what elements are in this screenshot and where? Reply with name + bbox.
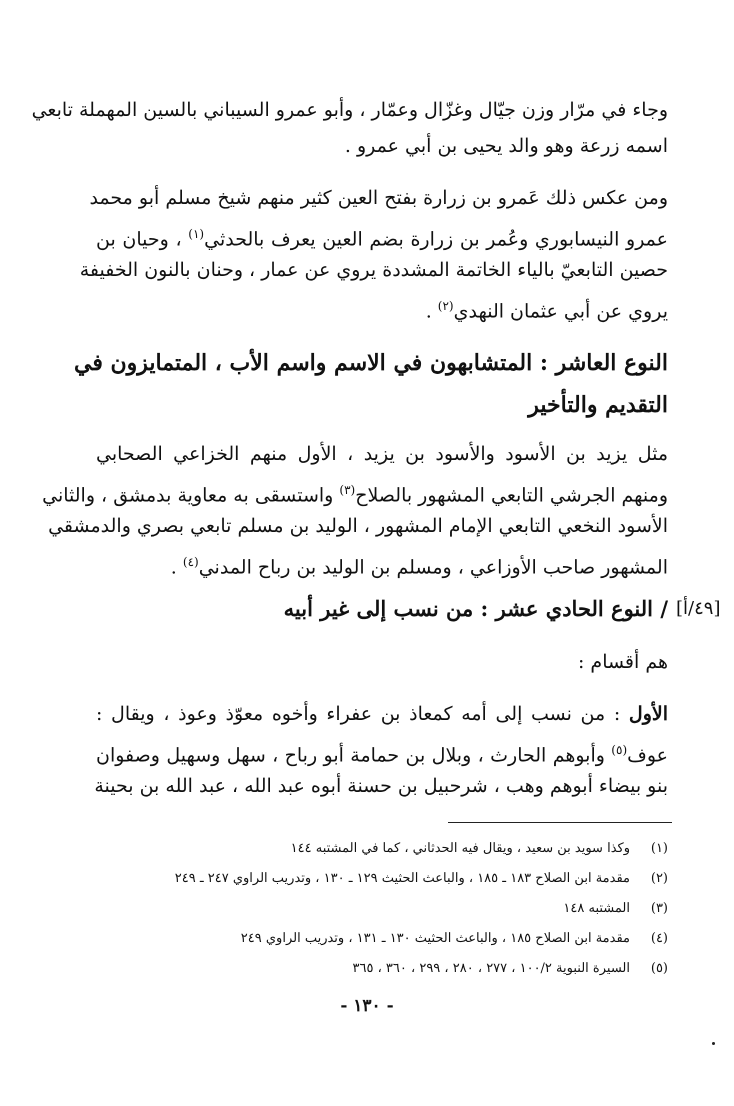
footnote-text: مقدمة ابن الصلاح ١٨٣ ـ ١٨٥ ، والباعث الحثيث ١٢٩ ـ ١٣٠ ، وتدريب الراوي ٢٤٧ ـ ٢٤٩ [174,871,630,886]
text-line: عوف$^{(٥)}$ وأبوهم الحارث ، وبلال بن حمامة أبو رباح ، سهل وسهيل وصفوان [96,743,668,767]
paragraph-1 [31,92,668,164]
footnote-number: (٢) [650,871,668,886]
footnote-divider [448,822,672,823]
footnote-number: (٥) [650,961,668,976]
footnote-number: (١) [650,841,668,856]
text-line: عمرو النيسابوري وعُمر بن زرارة بضم العين يعرف بالحدثي$^{(١)}$ ، وحيان بن [96,227,668,251]
section-heading-10 [73,342,668,426]
footnote-text: السيرة النبوية ١٠٠/٢ ، ٢٧٧ ، ٢٨٠ ، ٢٩٩ ، ٣٦٠ ، ٣٦٥ [352,961,630,976]
footnote-text: المشتبه ١٤٨ [563,901,630,916]
footnote-ref-3[interactable]: (٣) [339,483,356,497]
text-line: اسمه زرعة وهو والد يحيى بن أبي عمرو . [344,135,668,157]
text-line: الأسود النخعي التابعي الإمام المشهور ، الوليد بن مسلم تابعي بصري والدمشقي [48,515,668,537]
text-line: هم أقسام : [577,651,668,673]
page-number: - ١٣٠ - [340,996,394,1016]
text-line: يروي عن أبي عثمان النهدي$^{(٢)}$ . [425,299,668,323]
text-line: الأول : من نسب إلى أمه كمعاذ بن عفراء وأخوه معوّذ وعوذ ، ويقال : [96,703,669,725]
text-line: حصين التابعيّ بالياء الخاتمة المشددة يروي عن عمار ، وحنان بالنون الخفيفة [79,259,668,281]
footnote-text: مقدمة ابن الصلاح ١٨٥ ، والباعث الحثيث ١٣٠ ـ ١٣١ ، وتدريب الراوي ٢٤٩ [240,931,630,946]
heading-line: التقديم والتأخير [528,392,668,418]
footnote-ref-1[interactable]: (١) [188,227,205,241]
footnote-text: وكذا سويد بن سعيد ، ويقال فيه الحدثاني ، كما في المشتبه ١٤٤ [290,841,630,856]
section-label: الأول [628,703,669,725]
footnote-4 [96,924,668,954]
text-line: المشهور صاحب الأوزاعي ، ومسلم بن الوليد بن رباح المدني$^{(٤)}$ . [170,555,668,579]
footnote-ref-4[interactable]: (٤) [182,555,199,569]
text-line: ومن عكس ذلك عَمرو بن زرارة بفتح العين كثير منهم شيخ مسلم أبو محمد [89,187,668,209]
footnote-5 [96,954,668,984]
text-line: مثل يزيد بن الأسود والأسود بن يزيد ، الأول منهم الخزاعي الصحابي [96,443,668,465]
footnote-ref-2[interactable]: (٢) [437,299,454,313]
paragraph-2 [79,180,668,324]
text-line: وجاء في مرّار وزن جيّال وغزّال وعمّار ، وأبو عمرو السيباني بالسين المهملة تابعي [31,99,668,121]
footnote-3 [96,894,668,924]
footnote-1 [96,834,668,864]
footnote-2 [96,864,668,894]
heading-line: / النوع الحادي عشر : من نسب إلى غير أبيه [283,596,668,621]
footnote-number: (٤) [650,931,668,946]
heading-line: النوع العاشر : المتشابهون في الاسم واسم الأب ، المتمايزون في [73,350,668,376]
paragraph-5 [96,696,668,804]
footnote-number: (٣) [650,901,668,916]
paragraph-3 [42,436,668,580]
section-heading-11 [240,588,668,630]
stray-mark [712,1042,715,1045]
paragraph-4 [96,644,668,680]
manuscript-folio-marker: [٤٩/أ] [676,598,721,619]
text-line: ومنهم الجرشي التابعي المشهور بالصلاح$^{(٣)}$ واستسقى به معاوية بدمشق ، والثاني [42,483,668,507]
text-line: بنو بيضاء أبوهم وهب ، شرحبيل بن حسنة أبوه عبد الله ، عبد الله بن بحينة [94,775,668,797]
footnote-ref-5[interactable]: (٥) [611,743,628,757]
